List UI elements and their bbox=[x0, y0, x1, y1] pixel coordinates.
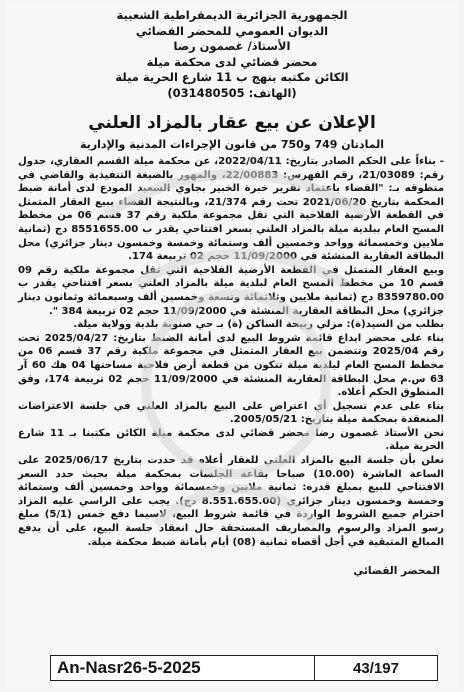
header-bailiff-name: الأستاذ/ غصمون رضا bbox=[173, 39, 291, 53]
page-title: الإعلان عن بيع عقار بالمزاد العلني bbox=[88, 113, 376, 133]
paragraph-judgment: - بناءاً على الحكم الصادر بتاريخ: 2022/04/11، عن محكمة ميلة القسم العقاري، جدول رقم: 21/03089، رقم الفهرس: 22/00883، والمهور بالصيغة التنفيذية والقاضي في منطوقه بـ: "القضاء باعتماد تقرير خبرة الخبير بجاوي السعيد المودع لدى أمانة ضبط المحكمة بتاريخ 2021/06/20 تحت رقم 21/374، وبالنتيجة القضاء ببيع العقار المتمثل في القطعة الأرضية الفلاحية التي تقل مجموعة ملكية رقم 37 قسم 06 من مخطط المسح العام ببلدية ميلة بالمزاد العلني بسعر افتتاحي يقدر ب 8551655.00 دج (ثمانية ملايين وخمسمائة وواحد وخمسين ألف وستمائة وخمسة وخمسون دينار جزائري) محل البطاقة العقارية المنشئة في 11/09/2000 حجم 02 تربيعة 174. bbox=[18, 156, 444, 263]
paragraph-second-property: وبيع العقار المتمثل في القطعة الأرضية الفلاحية التي تقل مجموعة ملكية رقم 09 قسم 10 من مخطط المسح العام لبلدية ميلة بالمزاد العلني بسعر افتتاحي يقدر ب 8359780.00 دج (ثمانية ملايين وثلاثمائة وتسعة وخمسين ألف وسبعمائة وثمانون دينار جزائري) محل البطاقة العقارية المنشئة في 11/09/2000 حجم 02 تربيعة 384 ". bbox=[18, 264, 444, 317]
paragraph-objections: بناء على عدم تسجيل أي اعتراض على البيع بالمزاد العلني في جلسة الاعتراضات المنعقدة بمحكمة ميلة بتاريخ: 2005/05/21. bbox=[18, 400, 444, 426]
legal-reference: المادتان 749 و750 من قانون الإجراءات المدنية والإدارية bbox=[80, 138, 384, 151]
header-court: محضر قضائي لدى محكمة ميلة bbox=[146, 54, 318, 69]
header-republic: الجمهورية الجزائرية الديمقراطية الشعبية bbox=[116, 8, 348, 22]
announcement-body bbox=[18, 155, 444, 549]
office-header bbox=[6, 8, 458, 101]
header-phone: (الهاتف: 031480505) bbox=[167, 85, 297, 100]
paragraph-requester: بطلب من السيد(ة): مزلي ربيحة الساكن (ة) بـ حي صنوبة بلدية وولاية ميلة. bbox=[73, 319, 444, 331]
newspaper-footer bbox=[50, 655, 438, 681]
header-address: الكائن مكتبه بنهج ب 11 شارع الحرية ميلة bbox=[115, 70, 349, 84]
announcement-page bbox=[6, 4, 458, 688]
issue-label: An-Nasr26-5-2025 bbox=[51, 656, 315, 680]
page-number: 43/197 bbox=[353, 659, 399, 677]
paragraph-conditions: بناء على محضر ايداع قائمة شروط البيع لدى أمانة الضبط بتاريخ: 2025/04/27 تحت رقم 2025/04 وتتضمن بيع العقار المتمثل في مجموعة ملكية رقم 37 قسم 06 من مخطط المسح العام لبلدية ميلة تتكون من قطعة أرض فلاحية مساحتها 04 هك 60 آر 63 س.م محل البطاقة العقارية المنشئة في 11/09/2000 حجم 02 تربيعة 174، وفق المنطوق الحكم أعلاه. bbox=[18, 332, 444, 399]
header-office: الديوان العمومي للمحضر القضائي bbox=[135, 23, 329, 38]
paragraph-auction-date: نعلن بأن جلسة البيع بالمزاد العلني للعقار أعلاه قد حددت بتاريخ 2025/06/17 على الساعة العاشرة (10.00) صباحا بقاعة الجلسات بمحكمة ميلة بحيث حدد السعر الافتتاحي للبيع بمبلغ قدره: ثمانية ملايين وخمسمائة وواحد وخمسين ألف وستمائة وخمسة وخمسون دينار جزائري (8.551.655.00 دج). يجب على الراسي عليه المزاد احترام جميع الشروط الواردة في قائمة شروط البيع، لاسيما دفع خمس (5/1) مبلغ رسو المزاد والرسوم والمصاريف المستحقة حال انعقاد جلسة البيع، على أن يدفع المبالغ المتبقية في أجل أقصاه ثمانية (08) أيام بأمانة ضبط محكمة ميلة. bbox=[18, 455, 444, 548]
signature: المحضر القضائي bbox=[353, 565, 440, 578]
paragraph-bailiff: نحن الأستاذ غصمون رضا محضر قضائي لدى محكمة ميلة الكائن مكتبنا بـ 11 شارع الحرية ميلة. bbox=[18, 427, 445, 453]
